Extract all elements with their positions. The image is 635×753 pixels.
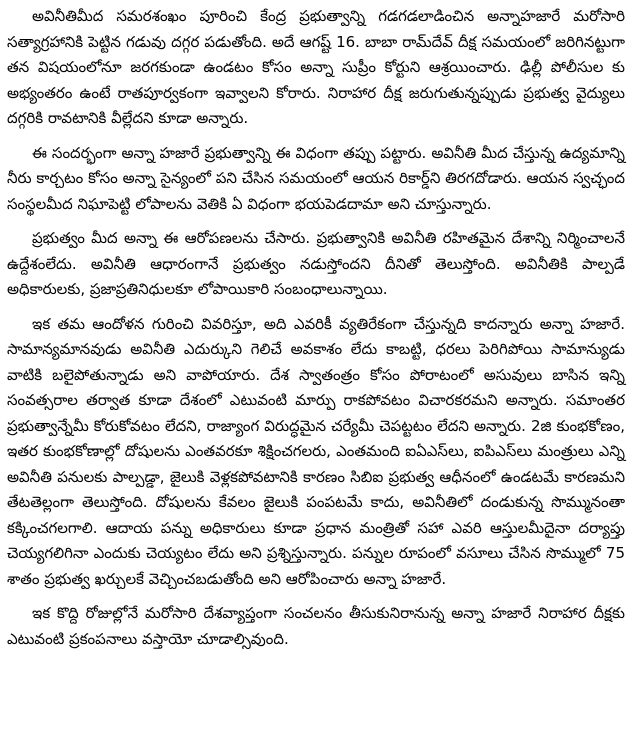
paragraph-agitation: ఇక తమ ఆందోళన గురించి వివరిస్తూ, అది ఎవరికీ వ్యతిరేకంగా చేస్తున్నది కాదన్నారు అన్నా హజారే. సామాన్యమానవుడు అవినీతి ఎదుర్కుని గెలిచే అవకాశం లేదు కాబట్టి, ధరలు పెరిగిపోయి సామాన్యుడు వాటికి బలైపోతున్నాడు అని వాపోయారు. దేశ స్వాతంత్రం కోసం పోరాటంలో అసువులు బాసిన ఇన్ని సంవత్సరాల తర్వాత కూడా దేశంలో ఎటువంటి మార్పు రాకపోవటం విచారకరమని అన్నారు. సమాంతర ప్రభుత్వాన్నేమీ కోరుకోవటం లేదని, రాజ్యాంగ విరుద్ధమైన చర్యేమీ చెపట్టటం లేదని అన్నారు. 2జి కుంభకోణం, ఇతర కుంభకోణాల్లో దోషులను ఎంతవరకూ శిక్షించగలరు, ఎంతమంది ఐఏఎస్‌లు, ఐపిఎస్‌లు మంత్రులు ఎన్ని అవినీతి పనులకు పాల్పడ్డా, జైలుకి వెళ్లకపోవటానికి కారణం సిబిఐ ప్రభుత్వ ఆధీనంలో ఉండటమే కారణమని తేటతెల్లంగా తెలుస్తోంది. దోషులను కేవలం జైలుకి పంపటమే కాదు, అవినీతిలో దండుకున్న సొమ్మునంతా కక్కించగలగాలి. ఆదాయ పన్ను అధికారులు కూడా ప్రధాన మంత్రితో సహా ఎవరి ఆస్తులమీదైనా దర్యాప్తు చెయ్యగలిగినా ఎందుకు చెయ్యటం లేదు అని ప్రశ్నిస్తున్నారు. పన్నుల రూపంలో వసూలు చేసిన సొమ్ములో 75 శాతం ప్రభుత్వ ఖర్చులకే వెచ్చించబడుతోంది అని ఆరోపించారు అన్నా హజారే. [7, 314, 625, 588]
paragraph-closing: ఇక కొద్ది రోజుల్లోనే మరోసారి దేశవ్యాప్తంగా సంచలనం తీసుకునిరానున్న అన్నా హజారే నిరాహార దీక్షకు ఎటువంటి ప్రకంపనాలు వస్తాయో చూడాల్సివుంది. [7, 604, 625, 648]
paragraph-deadline: అవినీతిమీద సమరశంఖం పూరించి కేంద్ర ప్రభుత్వాన్ని గడగడలాడించిన అన్నాహజారే మరోసారి సత్యాగ్రహానికి పెట్టిన గడువు దగ్గర పడుతోంది. అదే ఆగష్ట్ 16. బాబా రామ్‌దేవ్ దీక్ష సమయంలో జరిగినట్టుగా తన విషయంలోనూ జరగకుండా ఉండటం కోసం అన్నా సుప్రీం కోర్టుని ఆశ్రయించారు. ఢిల్లీ పోలీసుల కు అభ్యంతరం ఉంటే రాతపూర్వకంగా ఇవ్వాలని కోరారు. నిరాహార దీక్ష జరుగుతున్నప్పుడు ప్రభుత్వ వైద్యులు దగ్గరికి రావటానికి వీల్లేదని కూడా అన్నారు. [7, 7, 625, 127]
article-body [3, 4, 627, 652]
paragraph-allegations: ప్రభుత్వం మీద అన్నా ఈ ఆరోపణలను చేసారు. ప్రభుత్వానికి అవినీతి రహితమైన దేశాన్ని నిర్మించాలనే ఉద్దేశంలేదు. అవినీతి ఆధారంగానే ప్రభుత్వం నడుస్తోందని దీనితో తెలుస్తోంది. అవినీతికి పాల్పడే అధికారులకు, ప్రజాప్రతినిధులకూ లోపాయికారి సంబంధాలున్నాయి. [7, 229, 625, 298]
paragraph-criticism: ఈ సందర్భంగా అన్నా హజారే ప్రభుత్వాన్ని ఈ విధంగా తప్పు పట్టారు. అవినీతి మీద చేస్తున్న ఉద్యమాన్ని నీరు కార్చటం కోసం అన్నా సైన్యంలో పని చేసిన సమయంలో ఆయన రికార్డ్‌ని తిరగదోడారు. ఆయన స్వచ్ఛంద సంస్థలమీద నిఘాపెట్టి లోపాలను వెతికి ఏ విధంగా భయపెడదామా అని చూస్తున్నారు. [7, 143, 625, 213]
